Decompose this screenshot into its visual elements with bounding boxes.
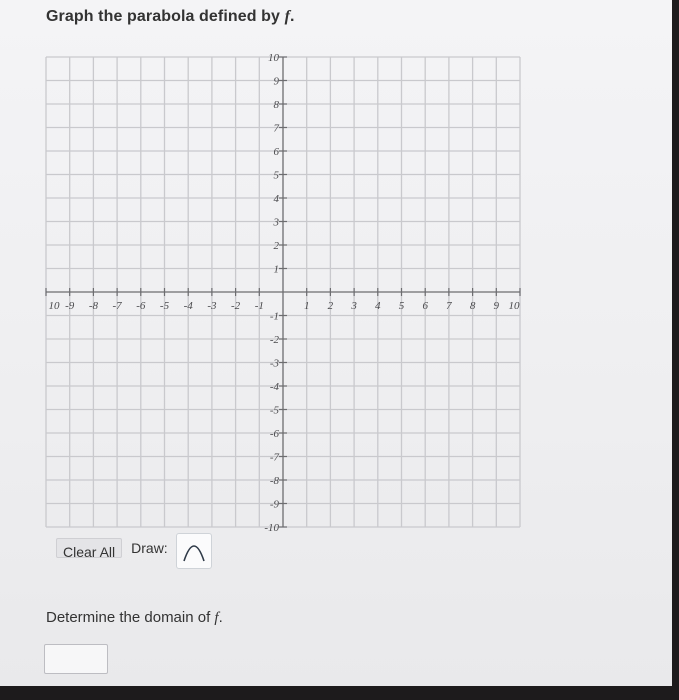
x-tick-label: -7 bbox=[112, 300, 122, 312]
x-tick-label: -9 bbox=[65, 300, 75, 312]
y-tick-label: 3 bbox=[273, 216, 279, 229]
parabola-icon bbox=[181, 539, 207, 563]
x-tick-label: 7 bbox=[446, 300, 452, 312]
x-tick-label: 9 bbox=[493, 300, 500, 312]
draw-label: Draw: bbox=[131, 540, 168, 556]
parabola-tool-button[interactable] bbox=[176, 533, 212, 569]
x-tick-label: 2 bbox=[327, 300, 334, 312]
y-tick-label: 10 bbox=[268, 52, 279, 64]
y-tick-label: -9 bbox=[269, 498, 279, 511]
x-tick-label: -8 bbox=[88, 300, 98, 312]
y-tick-label: 4 bbox=[273, 193, 279, 205]
y-tick-label: -3 bbox=[269, 357, 279, 370]
x-tick-label: -6 bbox=[136, 300, 146, 312]
x-tick-label: 10 bbox=[48, 300, 60, 312]
x-tick-label: 4 bbox=[375, 300, 381, 312]
x-tick-label: 6 bbox=[422, 300, 428, 312]
y-tick-label: -4 bbox=[269, 381, 279, 393]
y-tick-label: -6 bbox=[269, 428, 279, 440]
domain-question-text: Determine the domain of bbox=[46, 609, 215, 626]
x-tick-label: 10 bbox=[508, 300, 520, 312]
x-tick-label: 3 bbox=[351, 300, 357, 312]
title-text: Graph the parabola defined by bbox=[46, 8, 285, 25]
y-tick-label: -5 bbox=[269, 404, 279, 417]
function-name: f bbox=[284, 8, 291, 25]
graph-controls bbox=[56, 534, 212, 562]
x-tick-label: 1 bbox=[303, 300, 310, 312]
x-tick-label: -5 bbox=[159, 300, 170, 312]
y-tick-label: 7 bbox=[273, 122, 279, 135]
domain-question bbox=[46, 609, 223, 627]
clear-all-button[interactable]: Clear All bbox=[56, 538, 122, 558]
x-tick-label: -2 bbox=[231, 300, 241, 312]
x-tick-label: -3 bbox=[207, 300, 217, 312]
y-tick-label: 1 bbox=[273, 263, 279, 276]
y-tick-label: 8 bbox=[273, 99, 279, 111]
y-tick-label: -2 bbox=[269, 334, 279, 346]
y-tick-label: -1 bbox=[269, 310, 279, 323]
x-tick-label: -1 bbox=[254, 300, 264, 312]
x-tick-label: -4 bbox=[183, 300, 193, 312]
title-end: . bbox=[290, 8, 295, 25]
y-tick-label: 6 bbox=[273, 146, 279, 158]
y-tick-label: 2 bbox=[273, 240, 279, 252]
domain-function-name: f bbox=[214, 610, 219, 626]
y-tick-label: 5 bbox=[273, 169, 279, 182]
domain-answer-input[interactable] bbox=[44, 644, 108, 674]
y-tick-label: -7 bbox=[269, 451, 279, 464]
y-tick-label: -10 bbox=[264, 522, 279, 534]
domain-question-end: . bbox=[218, 609, 223, 626]
y-tick-label: -8 bbox=[269, 475, 279, 487]
y-tick-label: 9 bbox=[273, 75, 279, 88]
x-tick-label: 8 bbox=[469, 300, 476, 312]
x-tick-label: 5 bbox=[398, 300, 405, 312]
